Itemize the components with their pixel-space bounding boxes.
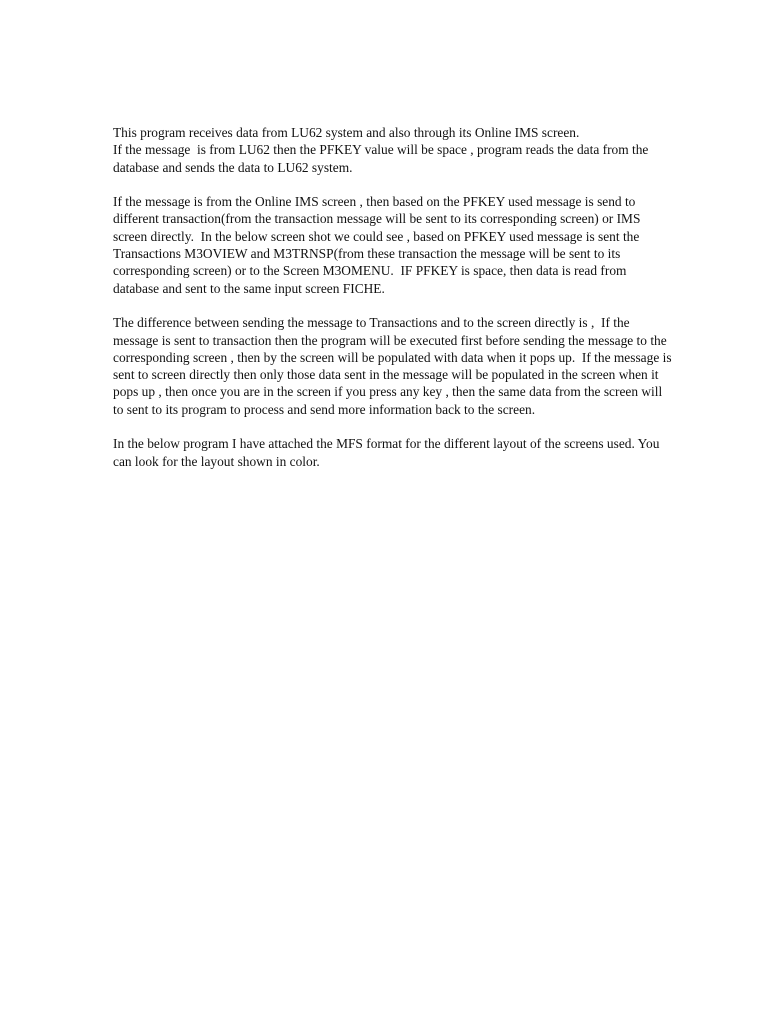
paragraph-mfs-format xyxy=(113,435,753,470)
text-line: The difference between sending the message to Transactions and to the screen directly is , If the xyxy=(113,315,630,331)
text-line: sent to screen directly then only those data sent in the message will be populated in the screen when it xyxy=(113,367,659,383)
text-line: database and sent to the same input screen FICHE. xyxy=(113,280,385,296)
text-line: corresponding screen) or to the Screen M3OMENU. IF PFKEY is space, then data is read from xyxy=(113,263,627,279)
text-line: message is sent to transaction then the program will be executed first before sending the message to the xyxy=(113,332,667,348)
text-line: If the message is from the Online IMS screen , then based on the PFKEY used message is send to xyxy=(113,194,636,210)
text-line: Transactions M3OVIEW and M3TRNSP(from these transaction the message will be sent to its xyxy=(113,246,621,262)
paragraph-lu62-overview xyxy=(113,124,753,176)
text-line: database and sends the data to LU62 system. xyxy=(113,159,353,175)
text-line: If the message is from LU62 then the PFKEY value will be space , program reads the data from the xyxy=(113,142,649,158)
document-body xyxy=(113,124,753,487)
text-line: different transaction(from the transaction message will be sent to its corresponding screen) or IMS xyxy=(113,211,641,227)
text-line: pops up , then once you are in the screen if you press any key , then the same data from the screen will xyxy=(113,384,663,400)
paragraph-online-ims xyxy=(113,193,753,297)
text-line: corresponding screen , then by the screen will be populated with data when it pops up. If the message is xyxy=(113,349,672,365)
text-line: This program receives data from LU62 system and also through its Online IMS screen. xyxy=(113,125,580,140)
paragraph-difference xyxy=(113,314,753,418)
text-line: can look for the layout shown in color. xyxy=(113,453,320,469)
text-line: screen directly. In the below screen shot we could see , based on PFKEY used message is sent the xyxy=(113,228,640,244)
text-line: In the below program I have attached the MFS format for the different layout of the screens used. You xyxy=(113,436,660,452)
text-line: to sent to its program to process and send more information back to the screen. xyxy=(113,401,536,417)
